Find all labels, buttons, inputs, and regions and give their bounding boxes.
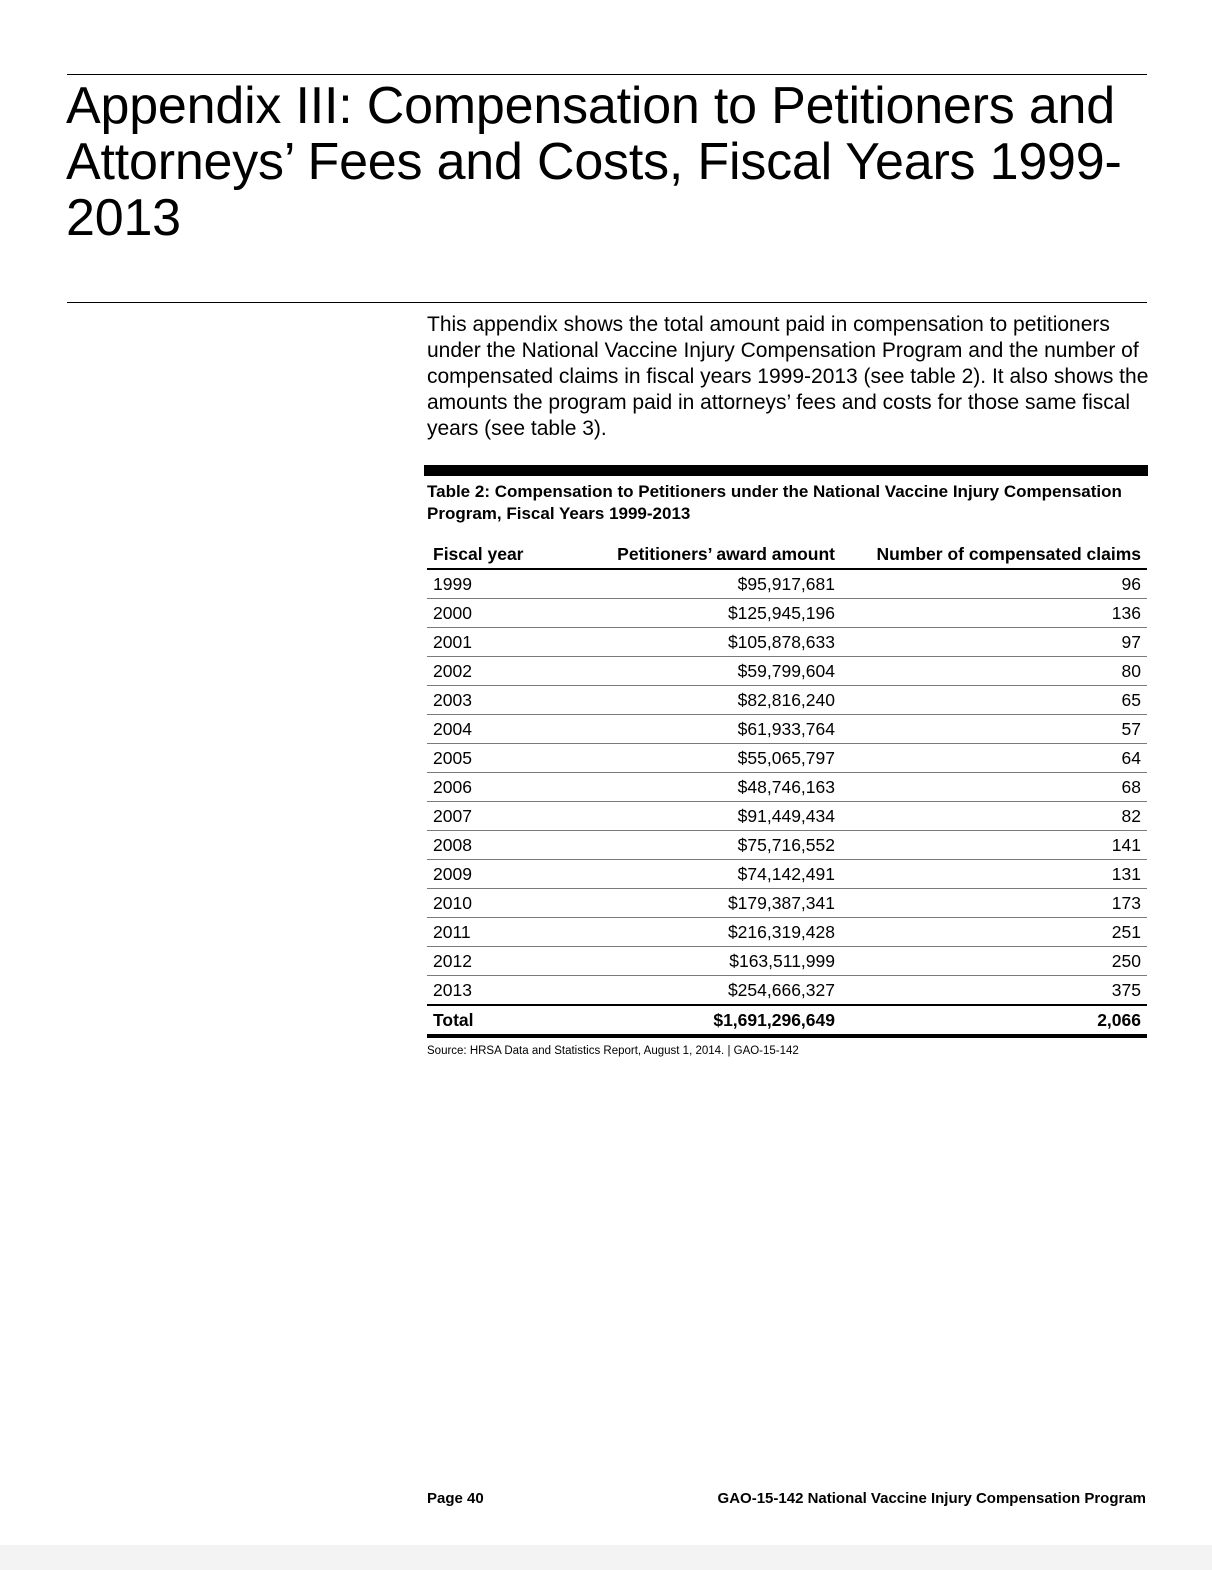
- award-amount-cell: $105,878,633: [559, 628, 841, 657]
- fiscal-year-cell: 2006: [427, 773, 559, 802]
- claims-cell: 80: [841, 657, 1147, 686]
- award-amount-cell: $179,387,341: [559, 889, 841, 918]
- table-row: [427, 744, 1147, 773]
- fiscal-year-cell: 2004: [427, 715, 559, 744]
- column-header-claims: Number of compensated claims: [841, 540, 1147, 569]
- claims-cell: 65: [841, 686, 1147, 715]
- fiscal-year-cell: 2009: [427, 860, 559, 889]
- fiscal-year-cell: 2008: [427, 831, 559, 860]
- total-award-amount-cell: $1,691,296,649: [559, 1005, 841, 1036]
- award-amount-cell: $61,933,764: [559, 715, 841, 744]
- award-amount-cell: $216,319,428: [559, 918, 841, 947]
- claims-cell: 136: [841, 599, 1147, 628]
- top-rule: [67, 74, 1147, 75]
- table-row: [427, 773, 1147, 802]
- fiscal-year-cell: 2010: [427, 889, 559, 918]
- award-amount-cell: $91,449,434: [559, 802, 841, 831]
- claims-cell: 96: [841, 569, 1147, 599]
- claims-cell: 82: [841, 802, 1147, 831]
- fiscal-year-cell: 2000: [427, 599, 559, 628]
- section-rule: [67, 302, 1147, 303]
- table-header-bar: [424, 465, 1148, 476]
- intro-paragraph: This appendix shows the total amount paid in compensation to petitioners under the National Vaccine Injury Compensation Program and the number of compensated claims in fiscal years 1999-2013 (see table 2). It also shows the amounts the program paid in attorneys’ fees and costs for those same fiscal years (see table 3).: [427, 313, 1149, 440]
- compensation-table: [427, 540, 1147, 1038]
- fiscal-year-cell: 2011: [427, 918, 559, 947]
- award-amount-cell: $55,065,797: [559, 744, 841, 773]
- fiscal-year-cell: 2005: [427, 744, 559, 773]
- claims-cell: 57: [841, 715, 1147, 744]
- fiscal-year-cell: 2003: [427, 686, 559, 715]
- claims-cell: 131: [841, 860, 1147, 889]
- award-amount-cell: $254,666,327: [559, 976, 841, 1006]
- claims-cell: 64: [841, 744, 1147, 773]
- award-amount-cell: $125,945,196: [559, 599, 841, 628]
- award-amount-cell: $95,917,681: [559, 569, 841, 599]
- table-header-row: [427, 540, 1147, 569]
- claims-cell: 68: [841, 773, 1147, 802]
- table-title: Table 2: Compensation to Petitioners under the National Vaccine Injury Compensation Program, Fiscal Years 1999-2013: [427, 482, 1122, 523]
- table-row: [427, 657, 1147, 686]
- table-row: [427, 686, 1147, 715]
- fiscal-year-cell: 1999: [427, 569, 559, 599]
- table-row: [427, 599, 1147, 628]
- table-row: [427, 889, 1147, 918]
- table-row: [427, 628, 1147, 657]
- claims-cell: 250: [841, 947, 1147, 976]
- award-amount-cell: $48,746,163: [559, 773, 841, 802]
- table-row: [427, 947, 1147, 976]
- document-footer: GAO-15-142 National Vaccine Injury Compensation Program: [717, 1490, 1146, 1507]
- claims-cell: 375: [841, 976, 1147, 1006]
- page-bottom-edge: [0, 1545, 1212, 1570]
- fiscal-year-cell: 2007: [427, 802, 559, 831]
- claims-cell: 251: [841, 918, 1147, 947]
- table-row: [427, 802, 1147, 831]
- total-claims-cell: 2,066: [841, 1005, 1147, 1036]
- table-total-row: [427, 1005, 1147, 1036]
- table-row: [427, 831, 1147, 860]
- fiscal-year-cell: 2012: [427, 947, 559, 976]
- award-amount-cell: $82,816,240: [559, 686, 841, 715]
- claims-cell: 97: [841, 628, 1147, 657]
- fiscal-year-cell: 2013: [427, 976, 559, 1006]
- award-amount-cell: $59,799,604: [559, 657, 841, 686]
- claims-cell: 173: [841, 889, 1147, 918]
- award-amount-cell: $74,142,491: [559, 860, 841, 889]
- fiscal-year-cell: 2002: [427, 657, 559, 686]
- table-row: [427, 860, 1147, 889]
- page-title: Appendix III: Compensation to Petitioners and Attorneys’ Fees and Costs, Fiscal Years 1999-2013: [66, 77, 1122, 247]
- fiscal-year-cell: 2001: [427, 628, 559, 657]
- table-body: [427, 569, 1147, 1036]
- table-row: [427, 976, 1147, 1006]
- total-fiscal-year-cell: Total: [427, 1005, 559, 1036]
- award-amount-cell: $163,511,999: [559, 947, 841, 976]
- page-number: Page 40: [427, 1490, 484, 1507]
- table-row: [427, 715, 1147, 744]
- table-row: [427, 918, 1147, 947]
- column-header-award-amount: Petitioners’ award amount: [559, 540, 841, 569]
- table-row: [427, 569, 1147, 599]
- column-header-fiscal-year: Fiscal year: [427, 540, 559, 569]
- award-amount-cell: $75,716,552: [559, 831, 841, 860]
- table-source-note: Source: HRSA Data and Statistics Report, August 1, 2014. | GAO-15-142: [427, 1045, 799, 1057]
- claims-cell: 141: [841, 831, 1147, 860]
